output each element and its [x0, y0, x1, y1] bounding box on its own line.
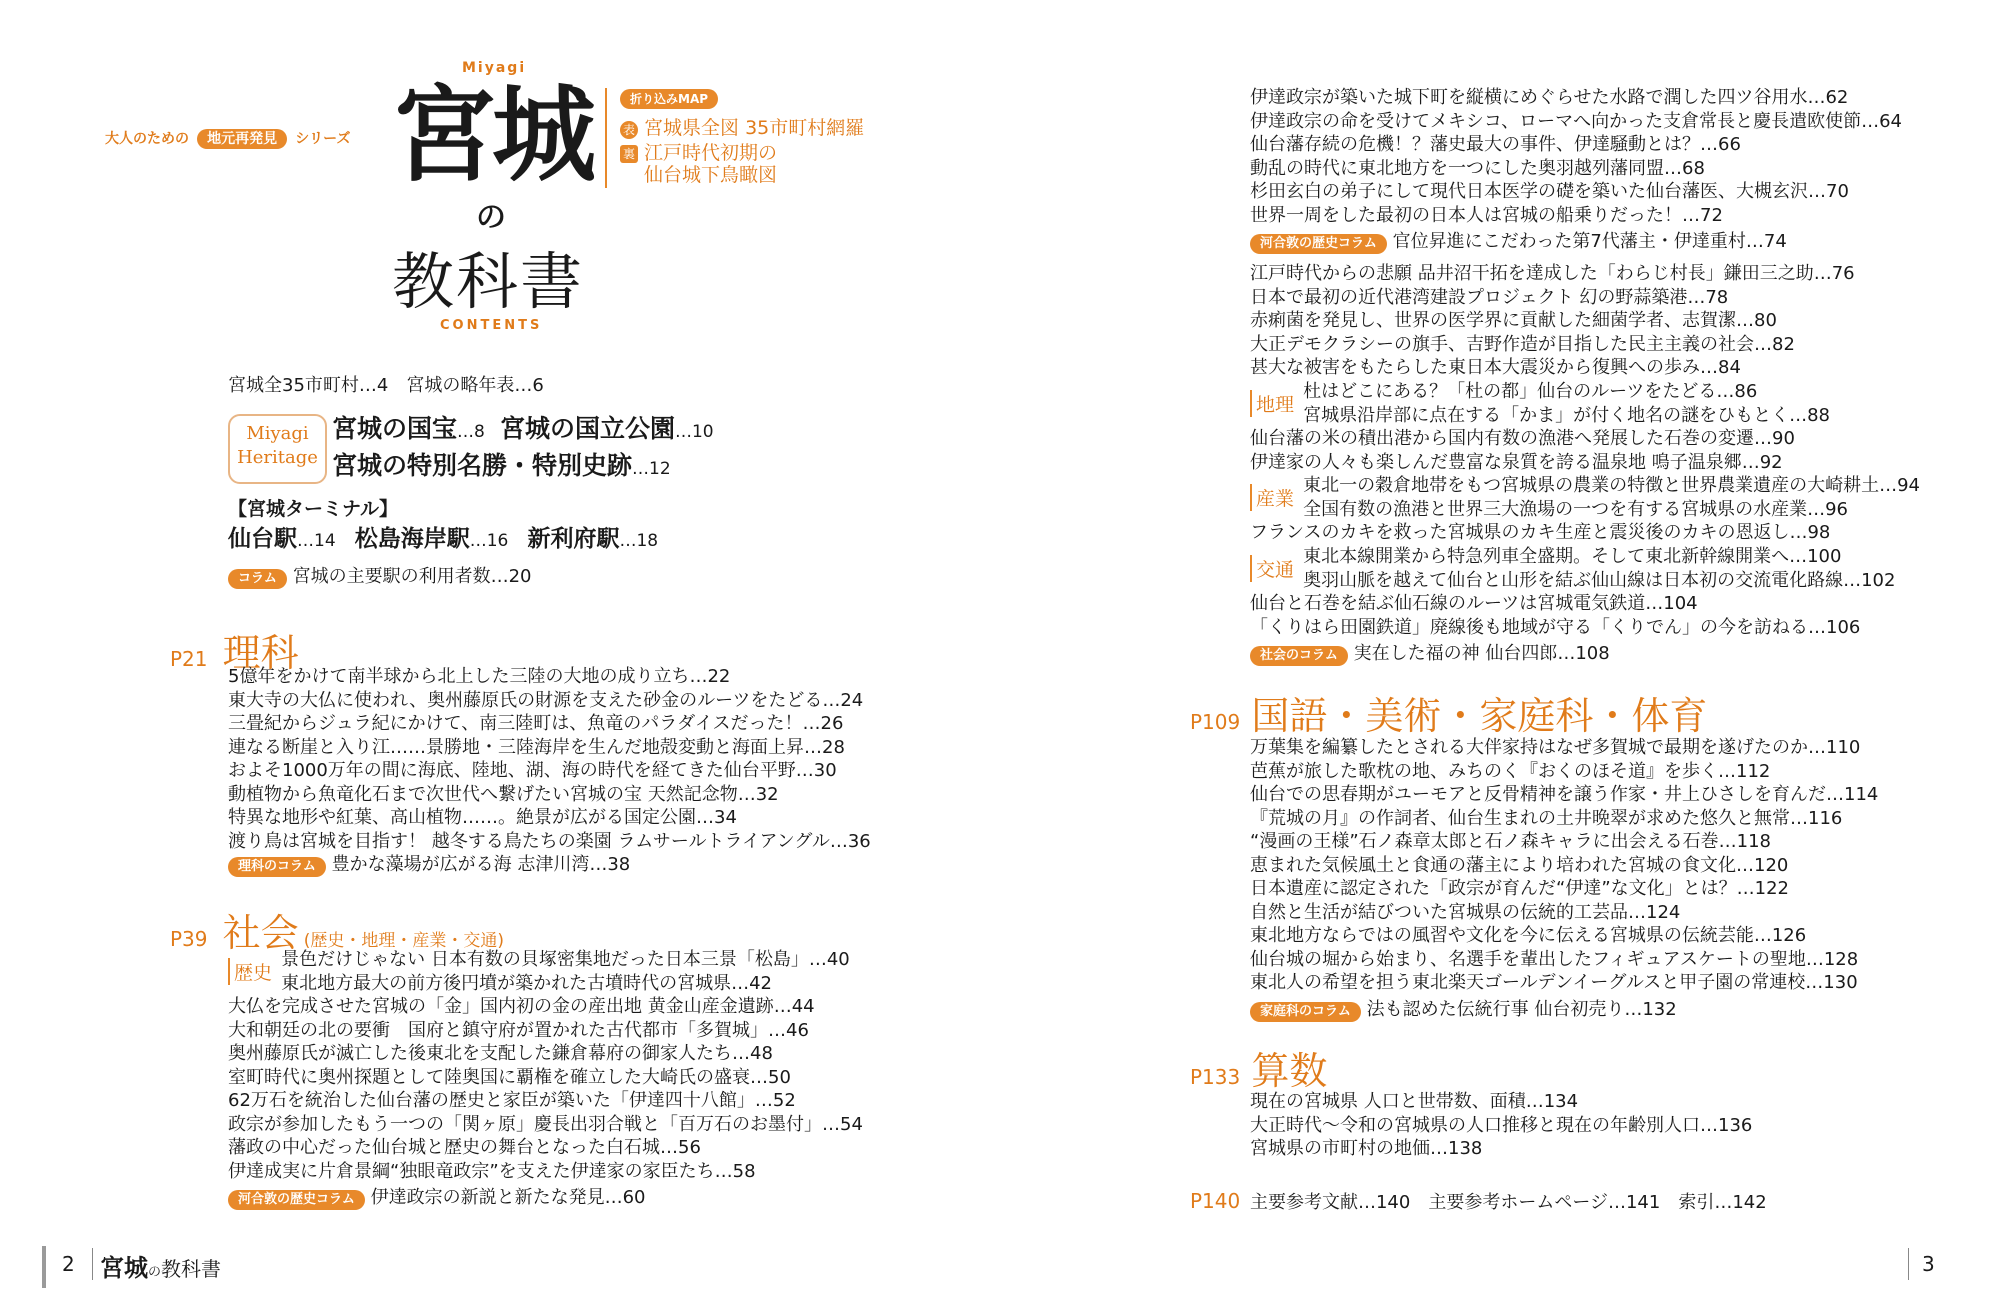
list-item: 伊達政宗の命を受けてメキシコ、ローマへ向かった支倉常長と慶長遣欧使節…64 [1250, 110, 1903, 132]
terminal-sendai: 仙台駅 [228, 526, 297, 552]
sansu-list [1250, 1090, 1752, 1161]
list-item: 藩政の中心だった仙台城と歴史の舞台となった白石城…56 [228, 1137, 701, 1158]
kokugo-list [1250, 736, 1878, 1022]
kotsu-list [1250, 592, 1860, 666]
list-item: 景色だけじゃない 日本有数の貝塚密集地だった日本三景「松島」…40 [281, 949, 850, 970]
list-item: 仙台での思春期がユーモアと反骨精神を譲う作家・井上ひさしを育んだ…114 [1250, 784, 1879, 805]
section-kokugo-page: P109 [1190, 710, 1241, 734]
map-back [620, 142, 864, 186]
list-item: 自然と生活が結びついた宮城県の伝統的工芸品…124 [1250, 901, 1681, 923]
footer-title-no: の [148, 1265, 162, 1280]
section-sansu-title: 算数 [1251, 1049, 1328, 1093]
list-item: 大和朝廷の北の要衝 国府と鎮守府が置かれた古代都市「多賀城」…46 [228, 1019, 809, 1041]
column-badge: 家庭科のコラム [1250, 1002, 1361, 1022]
list-item [1250, 642, 1860, 666]
list-item: 仙台城の堀から始まり、名選手を輩出したフィギュアスケートの聖地…128 [1250, 948, 1859, 970]
tag-rekishi: 歴史 [228, 958, 276, 985]
column-text: 宮城の主要駅の利用者数…20 [292, 566, 532, 587]
appendix-page: P140 [1190, 1189, 1241, 1213]
sangyo-tagged-list [1303, 474, 1920, 521]
tag-sangyo: 産業 [1250, 484, 1298, 511]
terminal-shinrifu-page: …18 [619, 531, 659, 551]
heritage-national-park: 宮城の国立公園 [499, 414, 675, 443]
list-item: 「くりはら田園鉄道」廃線後も地域が守る「くりでん」の今を訪ねる…106 [1250, 616, 1861, 638]
tag-chiri: 地理 [1250, 390, 1298, 417]
list-item: 東大寺の大仏に使われ、奥州藤原氏の財源を支えた砂金のルーツをたどる…24 [228, 689, 864, 711]
kotsu-tagged-list [1303, 545, 1895, 592]
tag-kotsu: 交通 [1250, 555, 1298, 582]
footer-title-main: 宮城 [100, 1254, 148, 1282]
terminal-matsushima: 松島海岸駅 [354, 526, 470, 552]
book-title-no: の [476, 200, 506, 235]
list-item: およそ1000万年の間に海底、陸地、湖、海の時代を経てきた仙台平野…30 [228, 760, 837, 781]
section-kokugo-head [1190, 685, 1707, 740]
list-item: 東北本線開業から特急列車全盛期。そして東北新幹線開業へ…100 [1303, 546, 1842, 567]
list-item: 政宗が参加したもう一つの「関ヶ原」慶長出羽合戦と「百万石のお墨付」…54 [228, 1113, 863, 1135]
page-number-right: 3 [1922, 1252, 1935, 1276]
list-item: 日本遺産に認定された「政宗が育んだ“伊達”な文化」とは？…122 [1250, 878, 1790, 899]
page-number-left: 2 [62, 1252, 75, 1276]
list-item: 甚大な被害をもたらした東日本大震災から復興への歩み…84 [1250, 357, 1741, 378]
heritage-tag-2: Heritage [237, 447, 318, 468]
list-item: 仙台藩存続の危機！？藩史最大の事件、伊達騒動とは？…66 [1250, 134, 1741, 155]
footer-right-divider [1908, 1248, 1909, 1280]
list-item: 動乱の時代に東北地方を一つにした奥羽越列藩同盟…68 [1250, 157, 1705, 179]
map-info [620, 88, 864, 186]
list-item: 芭蕉が旅した歌枕の地、みちのく『おくのほそ道』を歩く…112 [1250, 760, 1771, 782]
section-shakai-page: P39 [170, 927, 208, 951]
list-item: 世界一周をした最初の日本人は宮城の船乗りだった！…72 [1250, 204, 1723, 226]
rekishi-group [228, 948, 850, 995]
heritage-special-page: …12 [632, 459, 671, 479]
heritage-kokuho-page: …8 [457, 422, 485, 442]
map-back-mark: 裏 [620, 145, 638, 163]
map-badge: 折り込みMAP [620, 89, 718, 109]
list-item: 宮城県沿岸部に点在する「かま」が付く地名の謎をひもとく…88 [1303, 404, 1831, 426]
list-item: 奥州藤原氏が滅亡した後東北を支配した鎌倉幕府の御家人たち…48 [228, 1043, 773, 1064]
terminal-sendai-page: …14 [297, 531, 336, 551]
section-sansu-page: P133 [1190, 1065, 1241, 1089]
list-item: 連なる断崖と入り江……景勝地・三陸海岸を生んだ地殻変動と海面上昇…28 [228, 736, 845, 758]
list-item: 万葉集を編纂したとされる大伴家持はなぜ多賀城で最期を遂げたのか…110 [1250, 737, 1861, 758]
contents-label: CONTENTS [440, 318, 543, 333]
terminal-matsushima-page: …16 [469, 531, 509, 551]
list-item: 62万石を統治した仙台藩の歴史と家臣が築いた「伊達四十八館」…52 [228, 1090, 796, 1111]
list-item: 江戸時代からの悲願 品井沼干拓を達成した「わらじ村長」鎌田三之助…76 [1250, 263, 1855, 284]
list-item: 仙台と石巻を結ぶ仙石線のルーツは宮城電気鉄道…104 [1250, 593, 1698, 614]
list-item: 東北地方最大の前方後円墳が築かれた古墳時代の宮城県…42 [281, 972, 773, 994]
sangyo-list [1250, 521, 1830, 545]
series-pre: 大人のための [105, 131, 189, 147]
list-item: 日本で最初の近代港湾建設プロジェクト 幻の野蒜築港…78 [1250, 286, 1729, 308]
list-item [228, 853, 871, 877]
list-item: 5億年をかけて南半球から北上した三陸の大地の成り立ち…22 [228, 666, 731, 687]
footer-left-bar [42, 1246, 46, 1288]
column-text: 実在した福の神 仙台四郎…108 [1353, 643, 1610, 664]
map-back-line2: 仙台城下鳥瞰図 [644, 164, 778, 186]
list-item: “漫画の王様”石ノ森章太郎と石ノ森キャラに出会える石巻…118 [1250, 831, 1772, 852]
list-item: フランスのカキを救った宮城県のカキ生産と震災後のカキの恩返し…98 [1250, 522, 1831, 543]
list-item [1250, 230, 1902, 254]
column-text: 法も認めた伝統行事 仙台初売り…132 [1366, 998, 1677, 1020]
map-front-text: 宮城県全図 35市町村網羅 [644, 117, 865, 139]
map-back-line1: 江戸時代初期の [644, 142, 778, 164]
list-item: 伊達政宗が築いた城下町を縦横にめぐらせた水路で潤した四ツ谷用水…62 [1250, 87, 1849, 108]
section-shakai-subtitle: (歴史・地理・産業・交通) [303, 931, 504, 951]
romaji: Miyagi [462, 60, 527, 76]
list-item: 室町時代に奥州探題として陸奥国に覇権を確立した大崎氏の盛衰…50 [228, 1066, 791, 1088]
book-title-main: 宮城 [392, 74, 593, 196]
intro-line: 宮城全35市町村…4 宮城の略年表…6 [228, 375, 544, 396]
heritage-national-park-page: …10 [674, 422, 714, 442]
chiri-tagged-list [1303, 380, 1830, 427]
list-item: 全国有数の漁港と世界三大漁場の一つを有する宮城県の水産業…96 [1303, 498, 1849, 520]
list-item [1250, 998, 1878, 1022]
list-item [228, 1186, 863, 1210]
section-shakai-title: 社会 [222, 911, 299, 955]
map-front-mark: 表 [620, 121, 638, 139]
section-sansu-head [1190, 1040, 1327, 1095]
list-item: 動植物から魚竜化石まで次世代へ繋げたい宮城の宝 天然記念物…32 [228, 783, 779, 805]
footer-divider [92, 1248, 93, 1280]
column-badge: 河合敦の歴史コラム [1250, 234, 1387, 254]
list-item: 大正デモクラシーの旗手、吉野作造が目指した民主主義の社会…82 [1250, 333, 1795, 355]
list-item: 宮城県の市町村の地価…138 [1250, 1138, 1483, 1159]
list-item: 恵まれた気候風土と食通の藩主により培われた宮城の食文化…120 [1250, 854, 1789, 876]
footer-book-title [100, 1248, 221, 1283]
section-kokugo-title: 国語・美術・家庭科・体育 [1251, 694, 1708, 738]
appendix-line [1190, 1190, 1767, 1215]
chiri-list [1250, 427, 1795, 474]
column-text: 官位昇進にこだわった第7代藩主・伊達重村…74 [1392, 231, 1787, 252]
list-item: 赤痢菌を発見し、世界の医学界に貢献した細菌学者、志賀潔…80 [1250, 310, 1777, 331]
column-badge: 河合敦の歴史コラム [228, 1190, 365, 1210]
terminal-head: 【宮城ターミナル】 [228, 498, 399, 520]
right-kindai-list [1250, 262, 1855, 380]
terminal-shinrifu: 新利府駅 [527, 526, 620, 552]
footer-title-rest: 教科書 [161, 1257, 222, 1281]
list-item: 渡り鳥は宮城を目指す！ 越冬する鳥たちの楽園 ラムサールトライアングル…36 [228, 830, 871, 852]
heritage-tag-1: Miyagi [246, 423, 309, 444]
book-title-kyoukasho: 教科書 [392, 245, 585, 318]
column-badge: 理科のコラム [228, 857, 326, 877]
list-item: 仙台藩の米の積出港から国内有数の漁港へ発展した石巻の変遷…90 [1250, 428, 1795, 449]
list-item: 奥羽山脈を越えて仙台と山形を結ぶ仙山線は日本初の交流電化路線…102 [1303, 569, 1896, 591]
rika-list [228, 665, 871, 877]
list-item: 杜はどこにある？「杜の都」仙台のルーツをたどる…86 [1303, 381, 1758, 402]
list-item: 東北一の穀倉地帯をもつ宮城県の農業の特徴と世界農業遺産の大崎耕土…94 [1303, 475, 1921, 496]
sangyo-group [1250, 474, 1920, 521]
list-item: 東北地方ならではの風習や文化を今に伝える宮城県の伝統芸能…126 [1250, 925, 1807, 946]
heritage-special: 宮城の特別名勝・特別史跡 [332, 451, 633, 480]
list-item: 伊達家の人々も楽しんだ豊富な泉質を誇る温泉地 鳴子温泉郷…92 [1250, 451, 1783, 473]
series-post: シリーズ [295, 131, 351, 147]
column-badge: 社会のコラム [1250, 646, 1348, 666]
kotsu-group [1250, 545, 1895, 592]
column-text: 豊かな藻場が広がる海 志津川湾…38 [331, 854, 631, 875]
series-badge: 地元再発見 [197, 129, 287, 149]
rekishi-list [228, 995, 863, 1210]
header-divider [605, 88, 607, 188]
column-badge: コラム [228, 569, 287, 589]
list-item: 東北人の希望を担う東北楽天ゴールデンイーグルスと甲子園の常連校…130 [1250, 972, 1858, 993]
appendix-text: 主要参考文献…140 主要参考ホームページ…141 索引…142 [1249, 1192, 1767, 1213]
list-item: 杉田玄白の弟子にして現代日本医学の礎を築いた仙台藩医、大槻玄沢…70 [1250, 181, 1849, 202]
list-item: 大正時代～令和の宮城県の人口推移と現在の年齢別人口…136 [1250, 1114, 1753, 1136]
column-text: 伊達政宗の新説と新たな発見…60 [370, 1187, 646, 1208]
map-front [620, 113, 864, 140]
section-rika-page: P21 [170, 647, 208, 671]
heritage-tag [228, 414, 327, 484]
rekishi-tagged-list [281, 948, 850, 995]
list-item: 伊達成実に片倉景綱“独眼竜政宗”を支えた伊達家の家臣たち…58 [228, 1160, 756, 1182]
heritage-list [332, 412, 714, 486]
list-item: 三畳紀からジュラ紀にかけて、南三陸町は、魚竜のパラダイスだった！…26 [228, 713, 844, 734]
terminal-list [228, 520, 658, 553]
section-rika-title: 理科 [222, 631, 299, 675]
list-item: 特異な地形や紅葉、高山植物……。絶景が広がる国定公園…34 [228, 807, 737, 828]
chiri-group [1250, 380, 1830, 427]
list-item: 現在の宮城県 人口と世帯数、面積…134 [1250, 1091, 1579, 1112]
right-top-list [1250, 86, 1902, 254]
heritage-kokuho: 宮城の国宝 [332, 414, 458, 443]
intro-column [228, 565, 532, 589]
list-item: 大仏を完成させた宮城の「金」国内初の金の産出地 黄金山産金遺跡…44 [228, 996, 815, 1017]
list-item: 『荒城の月』の作詞者、仙台生まれの土井晩翠が求めた悠久と無常…116 [1250, 807, 1843, 829]
series-label [105, 128, 351, 149]
